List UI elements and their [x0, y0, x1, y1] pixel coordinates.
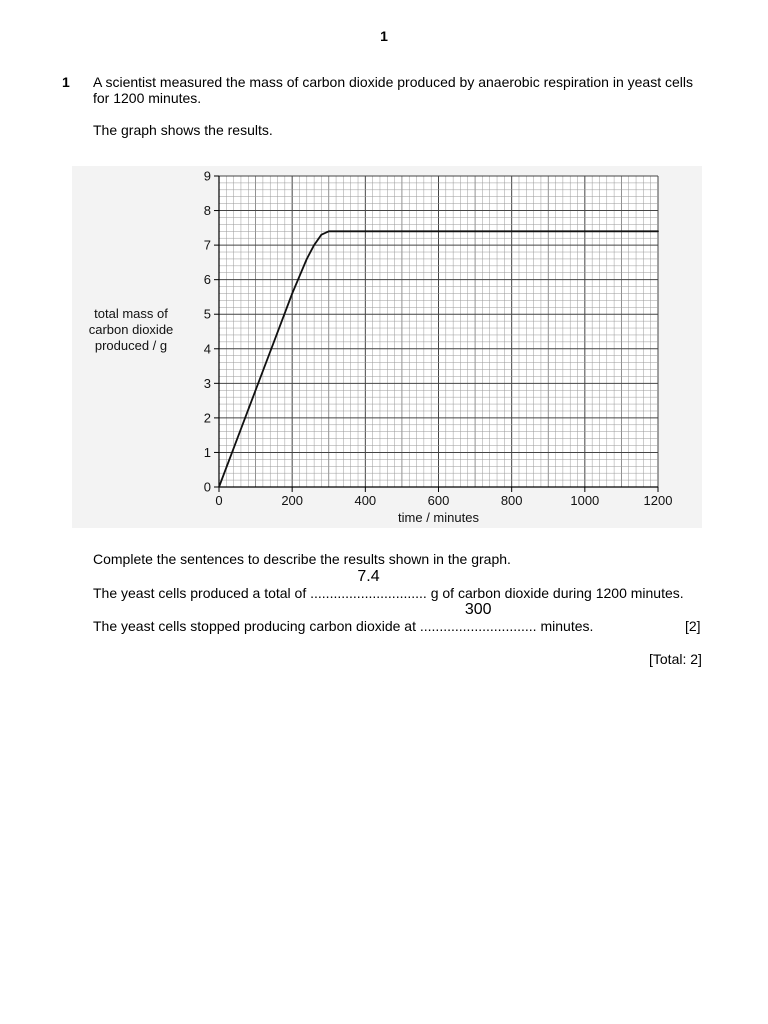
y-axis-label-line: total mass of	[94, 306, 168, 321]
x-tick-label: 800	[500, 493, 523, 508]
y-tick-label: 5	[203, 306, 211, 322]
total-marks-label: [Total: 2]	[649, 651, 702, 667]
handwritten-answer-1: 7.4	[357, 568, 380, 585]
y-tick-label: 2	[203, 410, 211, 426]
question-text: A scientist measured the mass of carbon dioxide produced by anaerobic respiration in yeast cells for 1200 minutes.	[93, 74, 693, 106]
handwritten-answer-2: 300	[464, 601, 492, 618]
sentence-1-before: The yeast cells produced a total of	[93, 585, 307, 601]
y-tick-label: 6	[203, 272, 211, 288]
y-axis-label-line: carbon dioxide	[88, 322, 174, 337]
answer-blank-1[interactable]	[310, 568, 427, 601]
page-number: 1	[380, 28, 388, 44]
y-tick-label: 3	[203, 375, 211, 391]
sentence-2-after: minutes.	[540, 618, 594, 634]
question-intro: The graph shows the results.	[93, 122, 273, 138]
answer-blank-2[interactable]	[419, 601, 537, 634]
y-tick-label: 7	[203, 237, 211, 253]
y-tick-label: 4	[203, 341, 211, 357]
y-tick-label: 8	[203, 203, 211, 219]
y-tick-label: 9	[203, 168, 211, 184]
sentence-2-before: The yeast cells stopped producing carbon dioxide at	[93, 618, 416, 634]
y-axis-label-line: produced / g	[94, 338, 168, 353]
graph-panel	[72, 166, 702, 528]
sentence-total-mass	[93, 568, 684, 601]
question-number: 1	[62, 74, 70, 90]
y-tick-label: 1	[203, 444, 211, 460]
marks-label: [2]	[685, 618, 701, 634]
x-tick-label: 400	[354, 493, 377, 508]
x-axis-label: time / minutes	[398, 510, 479, 525]
x-tick-label: 200	[281, 493, 304, 508]
sentence-stop-time	[93, 601, 594, 634]
x-tick-label: 0	[215, 493, 223, 508]
x-tick-label: 1000	[570, 493, 600, 508]
answer-dots-1: ..............................	[310, 585, 427, 601]
instruction-text: Complete the sentences to describe the results shown in the graph.	[93, 551, 511, 567]
line-chart	[72, 166, 702, 528]
y-tick-label: 0	[203, 479, 211, 495]
answer-dots-2: ..............................	[419, 618, 537, 634]
x-tick-label: 600	[427, 493, 450, 508]
sentence-1-after: g of carbon dioxide during 1200 minutes.	[430, 585, 684, 601]
x-tick-label: 1200	[643, 493, 673, 508]
